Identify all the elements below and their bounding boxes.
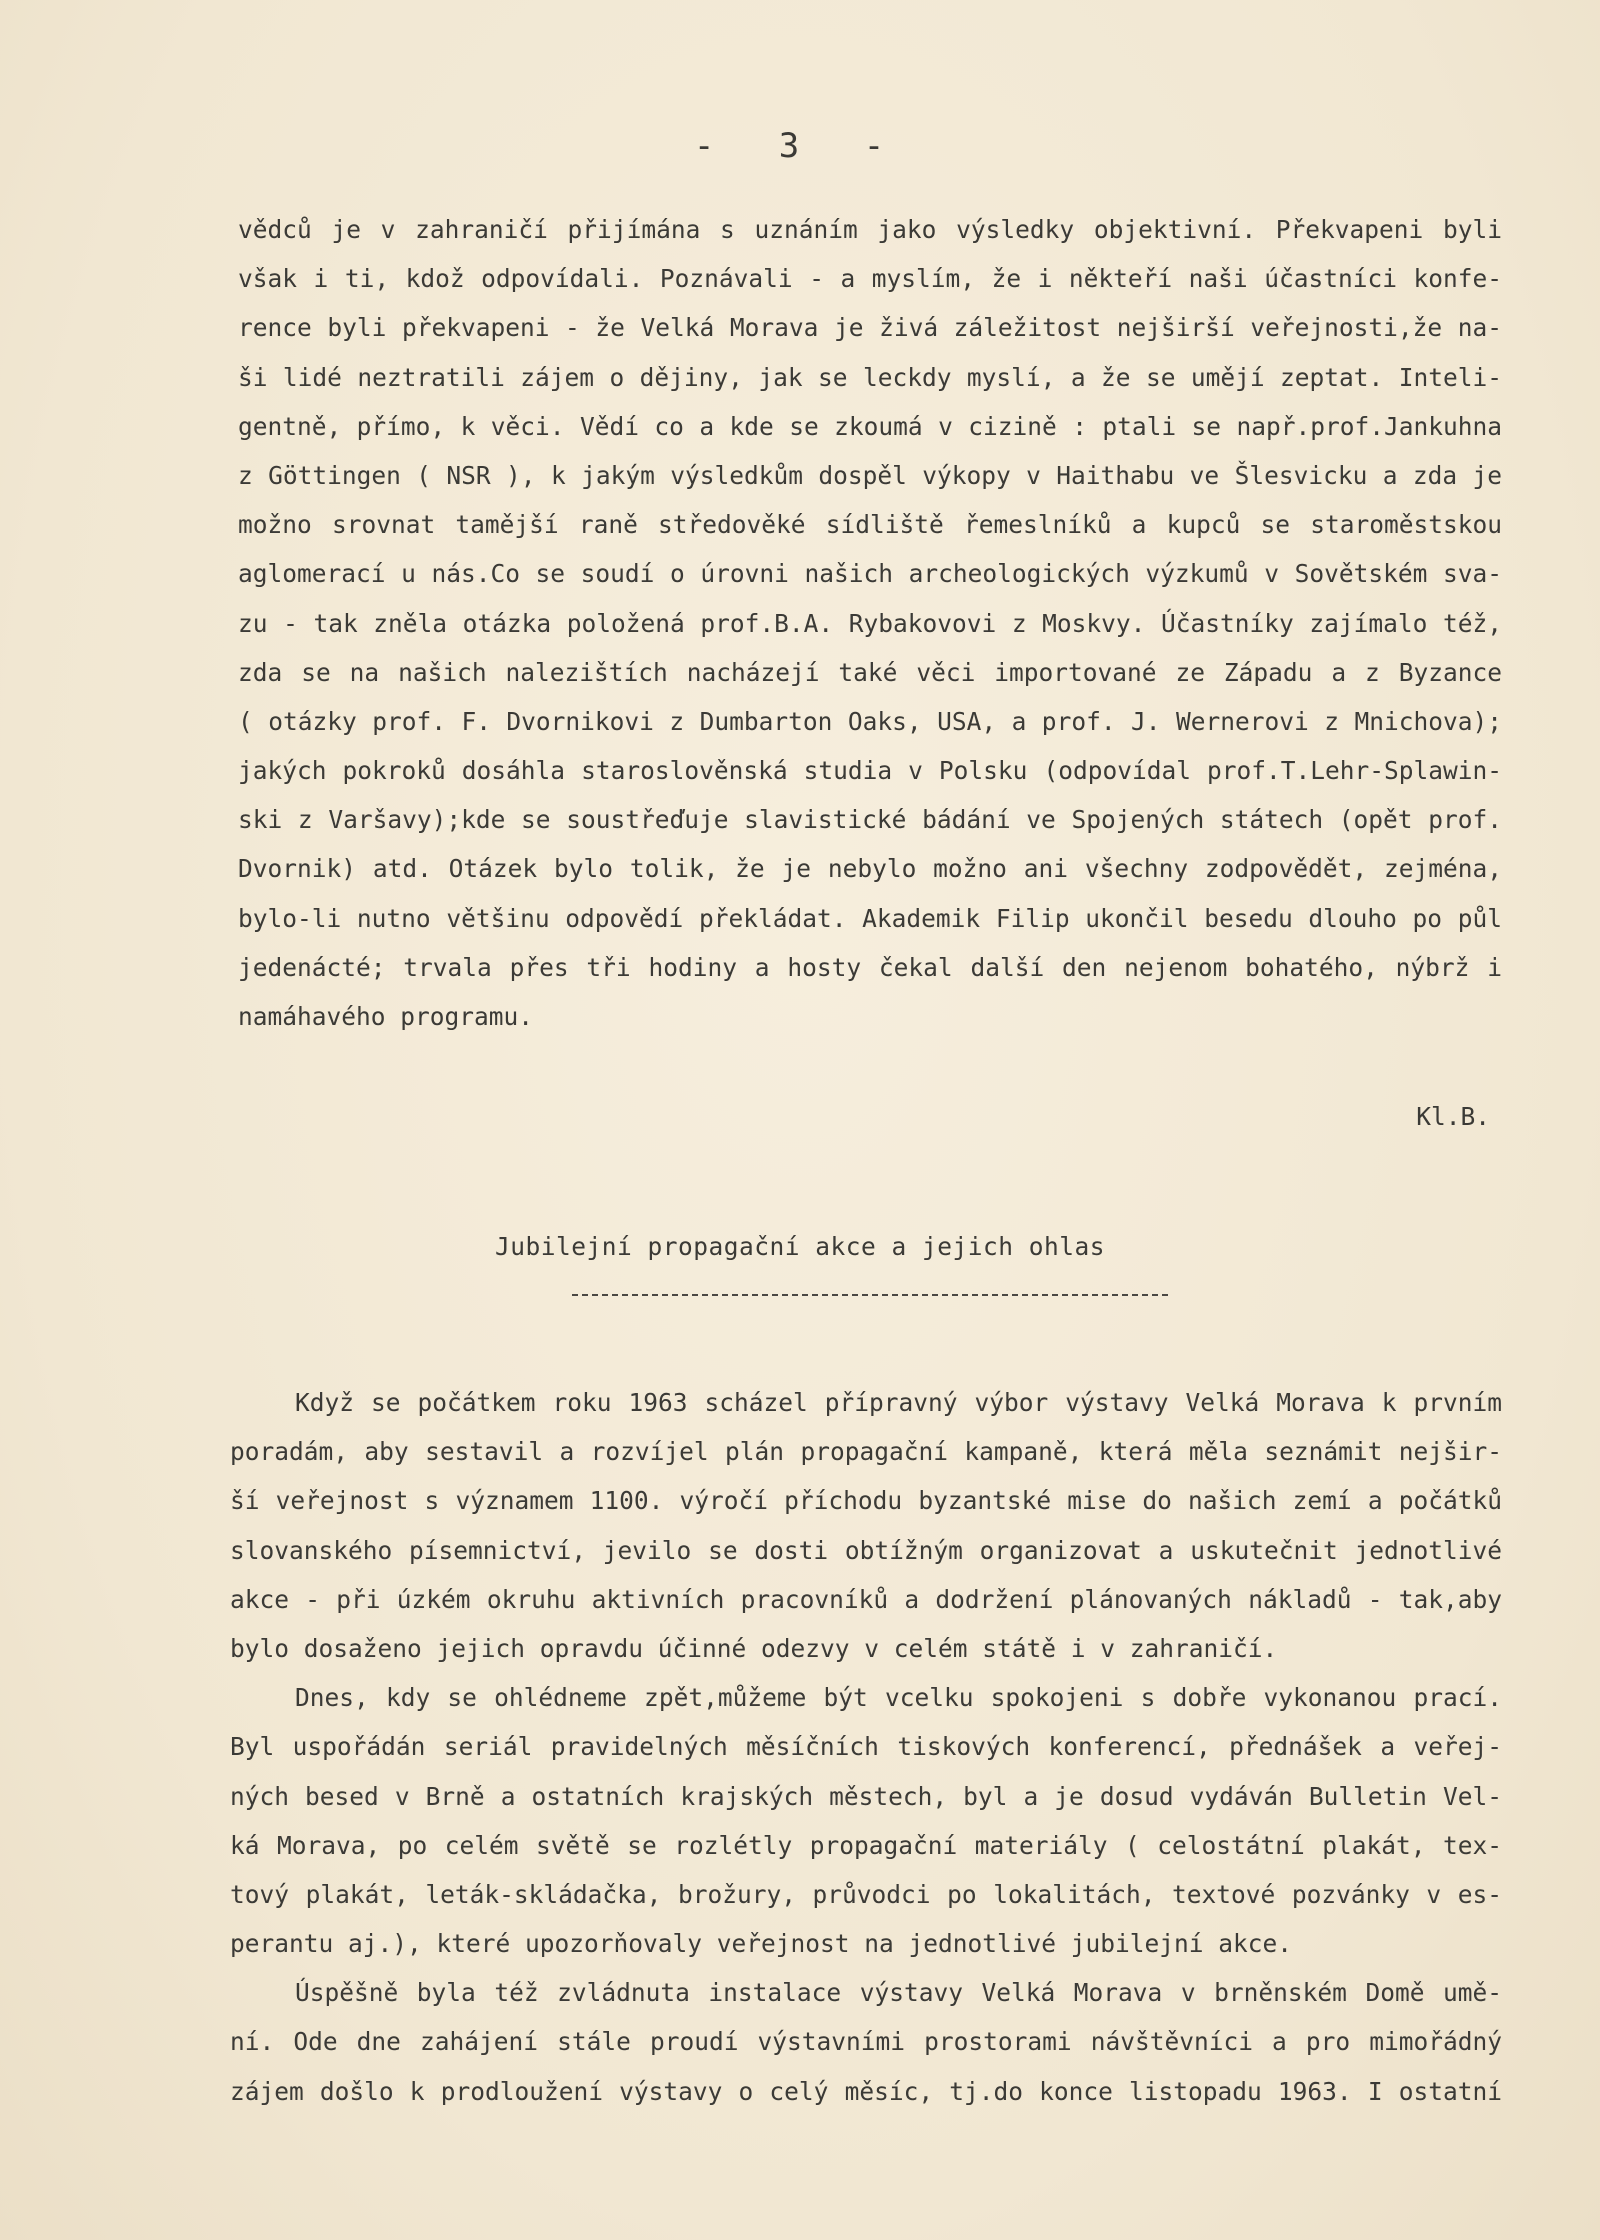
section-2-text xyxy=(230,1378,1502,2116)
text-line: Úspěšně byla též zvládnuta instalace výstavy Velká Morava v brněnském Domě umě- xyxy=(295,1978,1502,2008)
text-line: ší veřejnost s významem 1100. výročí příchodu byzantské mise do našich zemí a počátků xyxy=(230,1486,1502,1516)
text-line: ( otázky prof. F. Dvornikovi z Dumbarton Oaks, USA, a prof. J. Wernerovi z Mnichova); xyxy=(238,706,1502,736)
text-line: bylo dosaženo jejich opravdu účinné odezvy v celém státě i v zahraničí. xyxy=(230,1633,1278,1663)
text-line: aglomerací u nás.Co se soudí o úrovni našich archeologických výzkumů v Sovětském sva- xyxy=(238,559,1502,589)
text-line: Když se počátkem roku 1963 scházel přípravný výbor výstavy Velká Morava k prvním xyxy=(295,1388,1502,1417)
text-line: zájem došlo k prodloužení výstavy o celý měsíc, tj.do konce listopadu 1963. I ostatní xyxy=(230,2076,1502,2106)
text-line: možno srovnat tamější raně středověké sídliště řemeslníků a kupců se staroměstskou xyxy=(238,510,1502,540)
text-line: zu - tak zněla otázka položená prof.B.A. Rybakovovi z Moskvy. Účastníky zajímalo též, xyxy=(238,608,1502,638)
text-line: namáhavého programu. xyxy=(238,1002,534,1031)
text-line: Dvornik) atd. Otázek bylo tolik, že je nebylo možno ani všechny zodpovědět, zejména, xyxy=(238,854,1502,884)
text-line: jakých pokroků dosáhla staroslověnská studia v Polsku (odpovídal prof.T.Lehr-Splawin- xyxy=(238,756,1502,786)
text-line: zda se na našich nalezištích nacházejí také věci importované ze Západu a z Byzance xyxy=(238,657,1502,687)
text-line: gentně, přímo, k věci. Vědí co a kde se zkoumá v cizině : ptali se např.prof.Jankuhna xyxy=(238,411,1502,441)
text-line: ní. Ode dne zahájení stále proudí výstavními prostorami návštěvníci a pro mimořádný xyxy=(230,2027,1502,2057)
text-line: bylo-li nutno většinu odpovědí překládat. Akademik Filip ukončil besedu dlouho po půl xyxy=(238,903,1502,933)
text-line: ká Morava, po celém světě se rozlétly propagační materiály ( celostátní plakát, tex- xyxy=(230,1830,1502,1860)
text-line: Dnes, kdy se ohlédneme zpět,můžeme být vcelku spokojeni s dobře vykonanou prací. xyxy=(295,1683,1502,1713)
text-line: z Göttingen ( NSR ), k jakým výsledkům dospěl výkopy v Haithabu ve Šlesvicku a zda je xyxy=(238,460,1502,490)
text-line: tový plakát, leták-skládačka, brožury, průvodci po lokalitách, textové pozvánky v es- xyxy=(230,1879,1502,1909)
text-line: jedenácté; trvala přes tři hodiny a hosty čekal další den nejenom bohatého, nýbrž i xyxy=(238,952,1502,982)
text-line: ski z Varšavy);kde se soustřeďuje slavistické bádání ve Spojených státech (opět prof. xyxy=(238,805,1502,835)
page-number: - 3 - xyxy=(693,126,907,166)
section-1-text xyxy=(238,205,1502,1041)
text-line: Byl uspořádán seriál pravidelných měsíčních tiskových konferencí, přednášek a veřej- xyxy=(230,1732,1502,1762)
text-line: vědců je v zahraničí přijímána s uznáním jako výsledky objektivní. Překvapeni byli xyxy=(238,215,1502,244)
author-signature: Kl.B. xyxy=(1416,1102,1490,1131)
text-line: slovanského písemnictví, jevilo se dosti obtížným organizovat a uskutečnit jednotlivé xyxy=(230,1535,1502,1565)
text-line: však i ti, kdož odpovídali. Poznávali - a myslím, že i někteří naši účastníci konfe- xyxy=(238,264,1502,294)
text-line: rence byli překvapeni - že Velká Morava je živá záležitost nejširší veřejnosti,že na- xyxy=(238,313,1502,343)
section-heading: Jubilejní propagační akce a jejich ohlas xyxy=(494,1232,1105,1261)
text-line: poradám, aby sestavil a rozvíjel plán propagační kampaně, která měla seznámit nejšir- xyxy=(230,1437,1502,1467)
text-line: ných besed v Brně a ostatních krajských městech, byl a je dosud vydáván Bulletin Vel- xyxy=(230,1781,1502,1811)
text-line: ši lidé neztratili zájem o dějiny, jak se leckdy myslí, a že se umějí zeptat. Inteli- xyxy=(238,362,1502,392)
text-line: akce - při úzkém okruhu aktivních pracovníků a dodržení plánovaných nákladů - tak,aby xyxy=(230,1584,1502,1614)
text-line: perantu aj.), které upozorňovaly veřejnost na jednotlivé jubilejní akce. xyxy=(230,1929,1293,1959)
heading-underline xyxy=(572,1294,1168,1296)
